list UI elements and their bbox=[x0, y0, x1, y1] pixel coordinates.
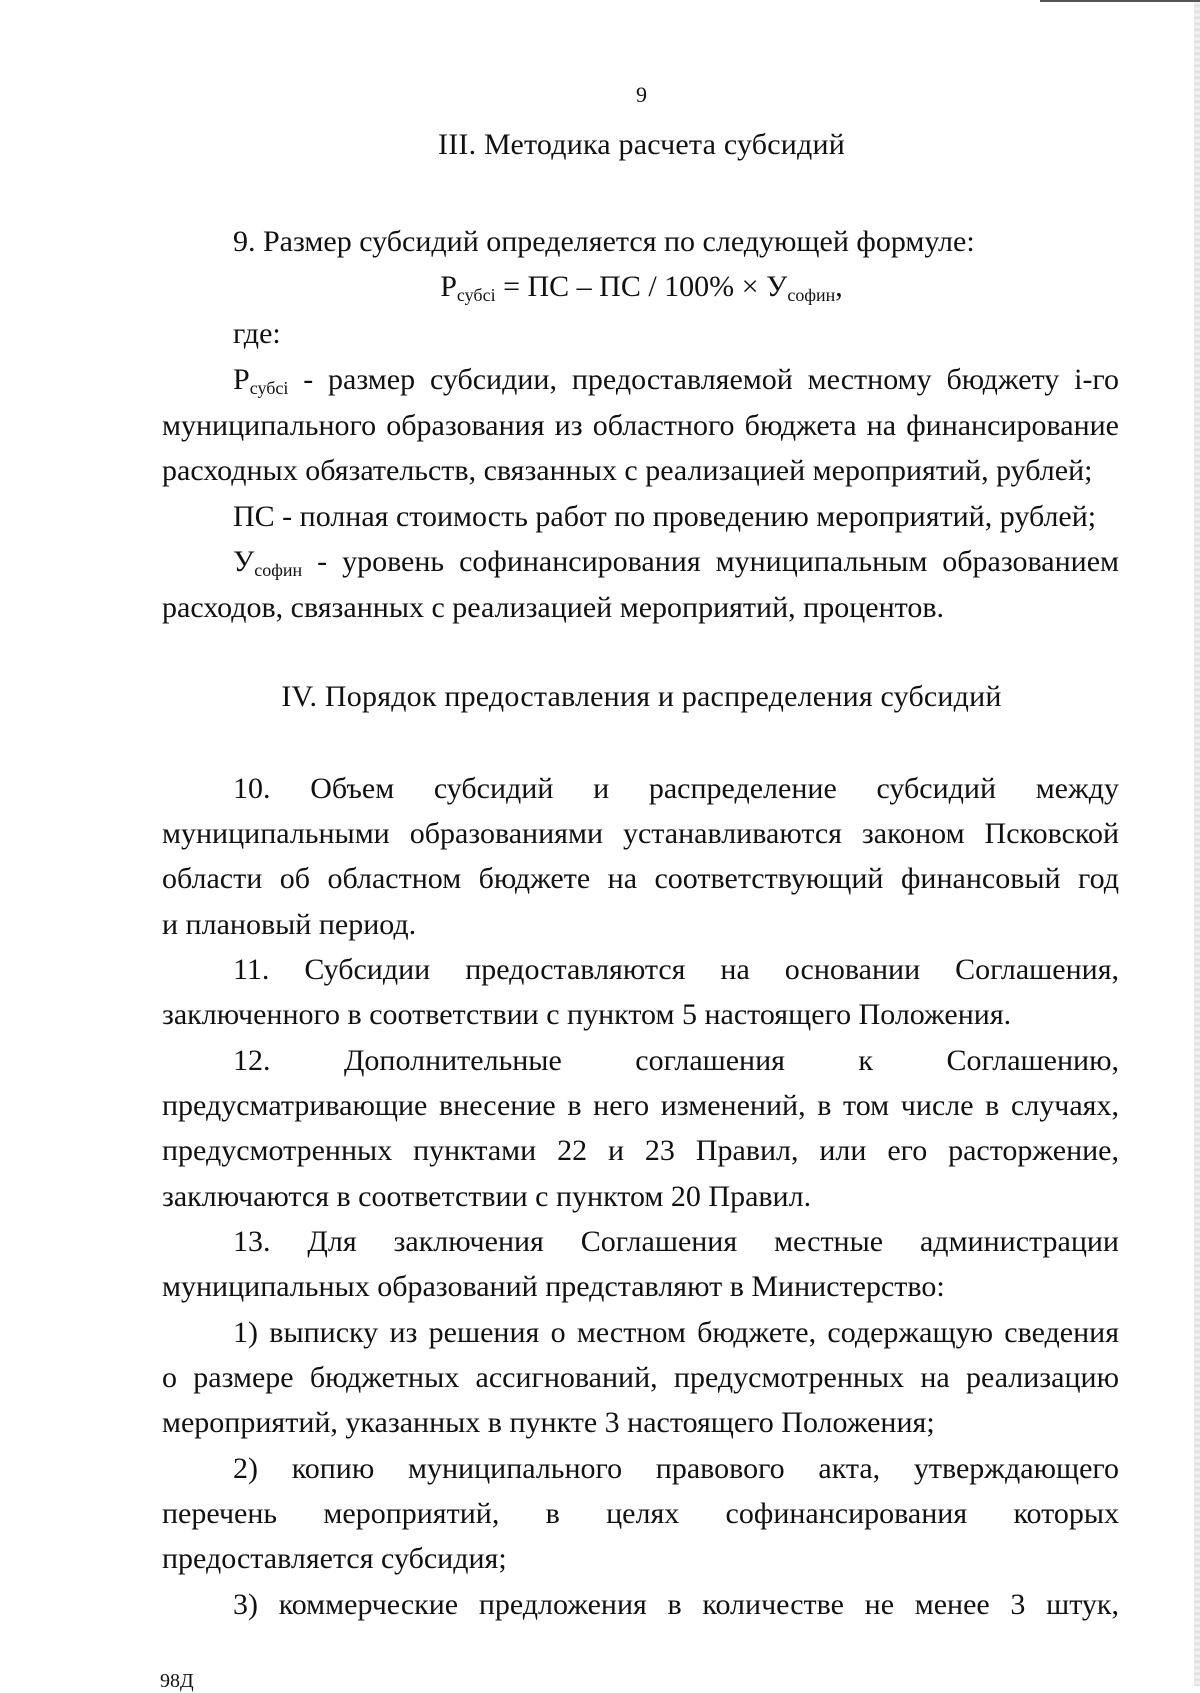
definition-p-symbol: P bbox=[233, 363, 250, 396]
paragraph-11-line: заключенного в соответствии с пунктом 5 настоящего Положения. bbox=[162, 998, 1012, 1031]
definition-p-line: расходных обязательств, связанных с реализацией мероприятий, рублей; bbox=[162, 454, 1093, 487]
definition-p-sub: субсi bbox=[249, 378, 289, 398]
paragraph-10-line: 10. Объем субсидий и распределение субсидий между bbox=[233, 772, 1119, 805]
scan-edge-line bbox=[1040, 0, 1200, 2]
paragraph-13-line: муниципальных образований представляют в Министерство: bbox=[162, 1270, 945, 1303]
definition-u-symbol: У bbox=[233, 545, 255, 578]
definition-ps: ПС - полная стоимость работ по проведению мероприятий, рублей; bbox=[233, 500, 1097, 533]
formula-u-sub: софин bbox=[787, 285, 836, 305]
definition-u-line: расходов, связанных с реализацией мероприятий, процентов. bbox=[162, 591, 945, 624]
definition-p-text: - размер субсидии, предоставляемой местному бюджету i-го bbox=[288, 363, 1119, 396]
formula-p: P bbox=[440, 270, 457, 303]
formula-end: , bbox=[835, 270, 843, 303]
page-number: 9 bbox=[636, 82, 647, 107]
formula-body: = ПС – ПС / 100% × У bbox=[495, 270, 788, 303]
paragraph-13-line: 13. Для заключения Соглашения местные администрации bbox=[233, 1225, 1119, 1258]
footer-code: 98Д bbox=[160, 1670, 194, 1692]
definition-u-sub: софин bbox=[254, 560, 303, 580]
definition-u-text: - уровень софинансирования муниципальным образованием bbox=[302, 545, 1119, 578]
subsidy-formula bbox=[0, 270, 1200, 304]
paragraph-11-line: 11. Субсидии предоставляются на основании Соглашения, bbox=[233, 953, 1119, 986]
paragraph-12-line: 12. Дополнительные соглашения к Соглашению, bbox=[233, 1044, 1119, 1077]
list-item-2-line: 2) копию муниципального правового акта, утверждающего bbox=[233, 1452, 1119, 1485]
list-item-1-line: о размере бюджетных ассигнований, предусмотренных на реализацию bbox=[162, 1361, 1119, 1394]
section-3-title: III. Методика расчета субсидий bbox=[438, 128, 845, 161]
list-item-1-line: 1) выписку из решения о местном бюджете, содержащую сведения bbox=[233, 1316, 1119, 1349]
formula-p-sub: субсi bbox=[456, 285, 496, 305]
paragraph-10-line: области об областном бюджете на соответствующий финансовый год bbox=[162, 862, 1119, 895]
definition-p-line bbox=[233, 362, 1119, 398]
paragraph-12-line: предусматривающие внесение в него изменений, в том числе в случаях, bbox=[162, 1089, 1119, 1122]
where-label: где: bbox=[233, 317, 281, 350]
list-item-1-line: мероприятий, указанных в пункте 3 настоящего Положения; bbox=[162, 1406, 935, 1439]
definition-u-line bbox=[233, 544, 1119, 580]
paragraph-10-line: и плановый период. bbox=[162, 908, 417, 941]
section-4-title: IV. Порядок предоставления и распределения субсидий bbox=[281, 680, 1002, 713]
definition-p-line: муниципального образования из областного бюджета на финансирование bbox=[162, 409, 1119, 442]
list-item-3-line: 3) коммерческие предложения в количестве не менее 3 штук, bbox=[233, 1588, 1119, 1621]
scan-edge bbox=[1194, 0, 1200, 1686]
paragraph-9-line: 9. Размер субсидий определяется по следующей формуле: bbox=[233, 225, 975, 258]
paragraph-10-line: муниципальными образованиями устанавливаются законом Псковской bbox=[162, 817, 1119, 850]
paragraph-12-line: предусмотренных пунктами 22 и 23 Правил, или его расторжение, bbox=[162, 1134, 1119, 1167]
paragraph-12-line: заключаются в соответствии с пунктом 20 Правил. bbox=[162, 1180, 812, 1213]
list-item-2-line: перечень мероприятий, в целях софинансирования которых bbox=[162, 1497, 1119, 1530]
list-item-2-line: предоставляется субсидия; bbox=[162, 1542, 507, 1575]
